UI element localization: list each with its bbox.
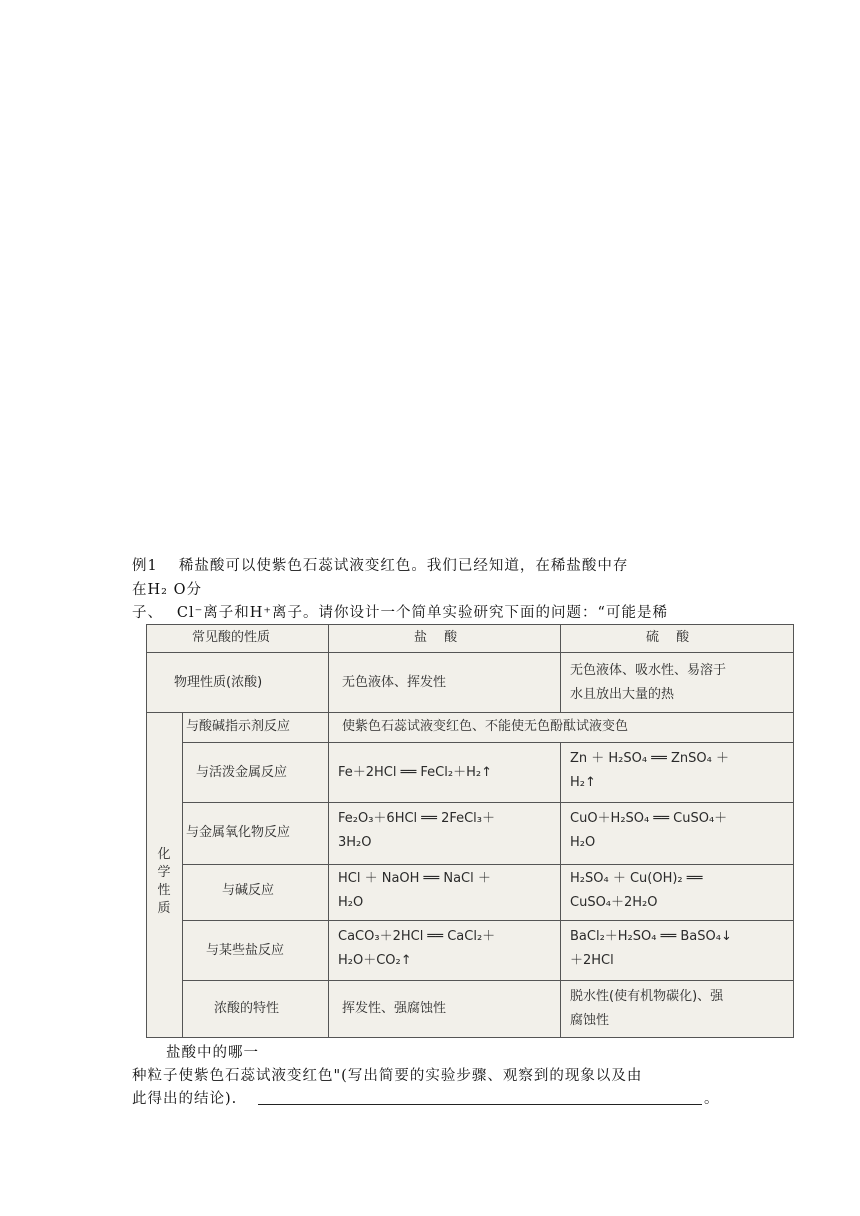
metal-h2so4-line2: H₂↑ <box>570 775 596 790</box>
base-hcl-line1: HCl ＋ NaOH ══ NaCl ＋ <box>338 871 491 886</box>
problem-line-6: 此得出的结论). <box>132 1091 238 1107</box>
problem-line-4: 盐酸中的哪一 <box>166 1045 259 1061</box>
physical-h2so4-line2: 水且放出大量的热 <box>570 687 675 702</box>
problem-line-2: 在H₂ O分 <box>132 582 202 598</box>
row-label-metal: 与活泼金属反应 <box>196 765 288 780</box>
table-header-h2so4: 硫 酸 <box>646 630 690 645</box>
chem-group-char-3: 性 <box>157 883 171 898</box>
table-header-property: 常见酸的性质 <box>192 630 271 645</box>
problem-line-5: 种粒子使紫色石蕊试液变红色"(写出简要的实验步骤、观察到的现象以及由 <box>132 1068 643 1084</box>
answer-blank-end: 。 <box>704 1091 720 1107</box>
row-label-special: 浓酸的特性 <box>214 1001 280 1016</box>
oxide-h2so4-line1: CuO＋H₂SO₄ ══ CuSO₄＋ <box>570 811 728 826</box>
row-label-base: 与碱反应 <box>222 883 275 898</box>
salt-hcl-line2: H₂O＋CO₂↑ <box>338 953 412 968</box>
answer-blank[interactable] <box>258 1104 702 1105</box>
row-label-indicator: 与酸碱指示剂反应 <box>186 719 291 734</box>
oxide-hcl-line2: 3H₂O <box>338 835 372 850</box>
base-h2so4-line2: CuSO₄＋2H₂O <box>570 895 658 910</box>
metal-h2so4-line1: Zn ＋ H₂SO₄ ══ ZnSO₄ ＋ <box>570 751 729 766</box>
problem-line-3: 子、 Cl⁻离子和H⁺离子。请你设计一个简单实验研究下面的问题：“可能是稀 <box>132 605 668 621</box>
oxide-hcl-line1: Fe₂O₃＋6HCl ══ 2FeCl₃＋ <box>338 811 496 826</box>
chem-group-char-4: 质 <box>157 901 171 916</box>
metal-hcl: Fe＋2HCl ══ FeCl₂＋H₂↑ <box>338 765 492 780</box>
special-h2so4-line2: 腐蚀性 <box>570 1013 610 1028</box>
problem-line-1: 例1 稀盐酸可以使紫色石蕊试液变红色。我们已经知道，在稀盐酸中存 <box>132 558 629 574</box>
salt-hcl-line1: CaCO₃＋2HCl ══ CaCl₂＋ <box>338 929 496 944</box>
chem-group-char-2: 学 <box>157 865 171 880</box>
row-label-physical: 物理性质(浓酸) <box>174 675 263 690</box>
row-label-oxide: 与金属氧化物反应 <box>186 825 291 840</box>
physical-hcl: 无色液体、挥发性 <box>342 675 447 690</box>
indicator-both: 使紫色石蕊试液变红色、不能使无色酚酞试液变色 <box>342 719 629 734</box>
base-hcl-line2: H₂O <box>338 895 364 910</box>
salt-h2so4-line1: BaCl₂＋H₂SO₄ ══ BaSO₄↓ <box>570 929 732 944</box>
chem-group-char-1: 化 <box>157 847 171 862</box>
base-h2so4-line1: H₂SO₄ ＋ Cu(OH)₂ ══ <box>570 871 703 886</box>
oxide-h2so4-line2: H₂O <box>570 835 596 850</box>
salt-h2so4-line2: ＋2HCl <box>570 953 614 968</box>
table-header-hcl: 盐 酸 <box>414 630 458 645</box>
physical-h2so4-line1: 无色液体、吸水性、易溶于 <box>570 663 727 678</box>
special-h2so4-line1: 脱水性(使有机物碳化)、强 <box>570 989 724 1004</box>
special-hcl: 挥发性、强腐蚀性 <box>342 1001 447 1016</box>
row-label-salt: 与某些盐反应 <box>206 943 285 958</box>
acid-properties-table <box>146 624 794 1038</box>
